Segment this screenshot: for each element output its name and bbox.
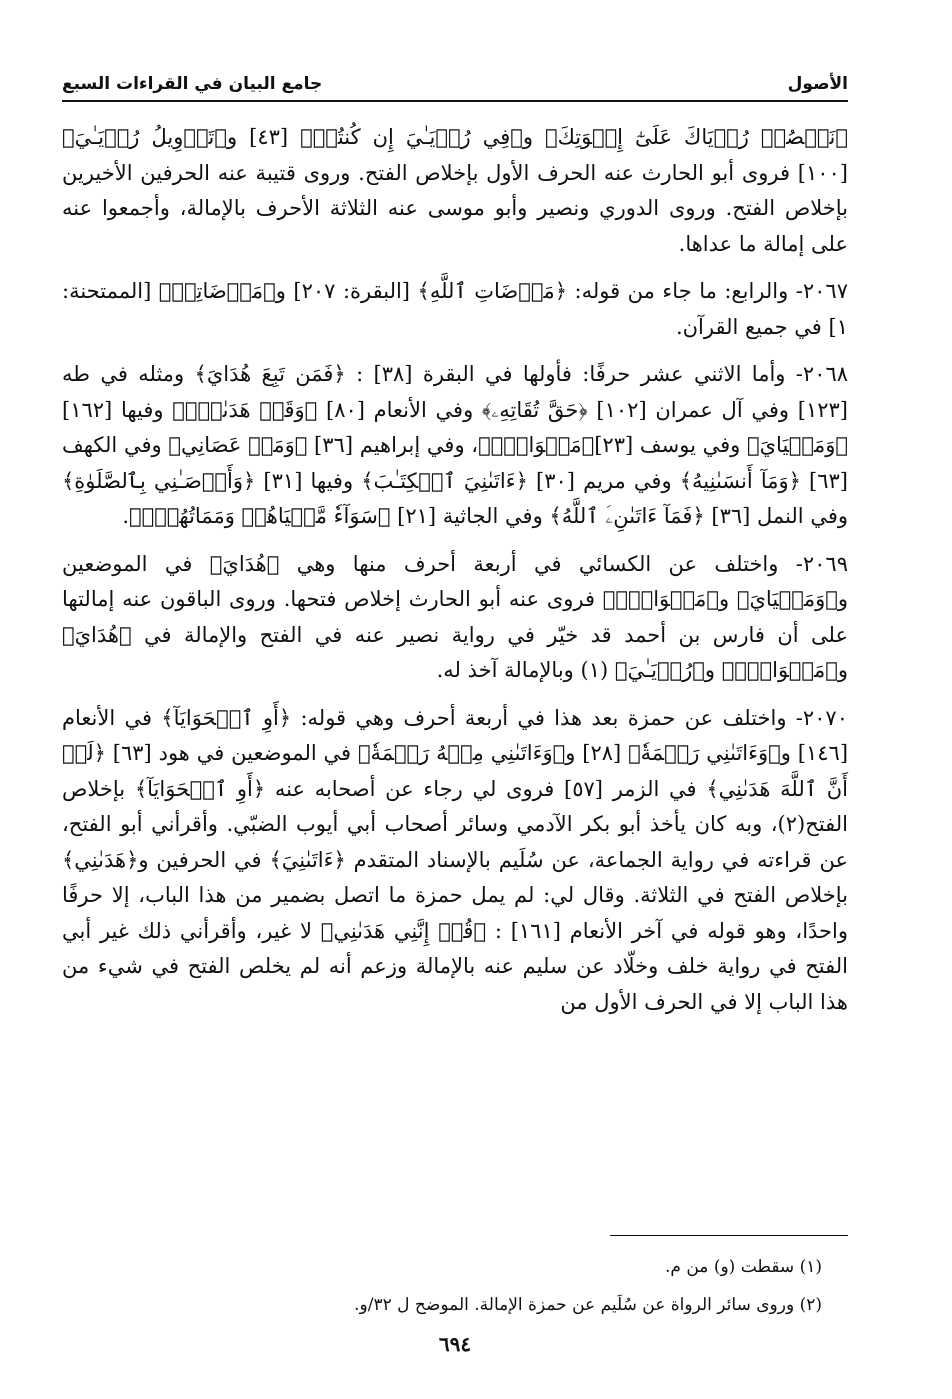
header-right-title: الأصول xyxy=(787,74,848,94)
book-page xyxy=(62,70,848,1390)
header-left-title: جامع البيان في القراءات السبع xyxy=(62,74,323,94)
page-number: ٦٩٤ xyxy=(438,1332,472,1356)
footnote-2: (٢) وروى سائر الرواة عن سُلَيم عن حمزة الإمالة. الموضح ل ٣٢/و. xyxy=(354,1295,822,1315)
footnote-rule xyxy=(610,1235,848,1236)
paragraph-2069: ٢٠٦٩- واختلف عن الكسائي في أربعة أحرف منها وهي ﴿هُدَايَ﴾ في الموضعين و﴿وَمَحۡيَايَ﴾ و﴿مَثۡوَايَۖ﴾ فروى عنه أبو الحارث إخلاص فتحها. وروى الباقون عنه إمالتها على أن فارس بن أحمد قد خيّر في رواية نصير عنه في الفتح والإمالة في ﴿هُدَايَ﴾ و﴿مَثۡوَايَۖ﴾ و﴿رُءۡيَـٰيَ﴾ (١) وبالإمالة آخذ له. xyxy=(62,551,848,682)
paragraph-2067: ٢٠٦٧- والرابع: ما جاء من قوله: ﴿مَرۡضَاتِ ٱللَّهِ﴾ [البقرة: ٢٠٧] و﴿مَرۡضَاتِيۚ﴾ [الممتحنة: ١] في جميع القرآن. xyxy=(62,279,848,339)
header-rule xyxy=(62,100,848,102)
paragraph-2070: ٢٠٧٠- واختلف عن حمزة بعد هذا في أربعة أحرف وهي قوله: ﴿أَوِ ٱلۡحَوَايَآ﴾ في الأنعام [١٤٦] و﴿وَءَاتَىٰنِي رَحۡمَةٗ﴾ [٢٨] و﴿وَءَاتَىٰنِي مِنۡهُ رَحۡمَةٗ﴾ في الموضعين في هود [٦٣] ﴿لَوۡ أَنَّ ٱللَّهَ هَدَىٰنِي﴾ في الزمر [٥٧] فروى لي رجاء عن أصحابه عنه ﴿أَوِ ٱلۡحَوَايَآ﴾ بإخلاص الفتح(٢)، وبه كان يأخذ أبو بكر الآدمي وسائر أصحاب أبي أيوب الضبّي. وأقرأني أبو الفتح، عن قراءته في رواية الجماعة، عن سُلَيم بالإسناد المتقدم ﴿ءَاتَىٰنِيَ﴾ في الحرفين و﴿هَدَىٰنِي﴾ بإخلاص الفتح في الثلاثة. وقال لي: لم يمل حمزة ما اتصل بضمير من هذا الباب، إلا حرفًا واحدًا، وهو قوله في آخر الأنعام [١٦١] : ﴿قُلۡ إِنَّنِي هَدَىٰنِي﴾ لا غير، وأقرأني ذلك غير أبي الفتح في رواية خلف وخلّاد عن سليم عنه بالإمالة وزعم أنه لم يخلص الفتح في شيء من هذا الباب إلا في الحرف الأول من xyxy=(62,705,849,1014)
footnotes xyxy=(62,1248,822,1324)
running-header xyxy=(62,70,848,100)
paragraph-2068: ٢٠٦٨- وأما الاثني عشر حرفًا: فأولها في البقرة [٣٨] : ﴿فَمَن تَبِعَ هُدَايَ﴾ ومثله في طه [١٢٣] وفي آل عمران [١٠٢] ﴿حَقَّ تُقَاتِهِۦ﴾ وفي الأنعام [٨٠] ﴿وَقَدۡ هَدَىٰنِۚ﴾ وفيها [١٦٢] ﴿وَمَحۡيَايَ﴾ وفي يوسف [٢٣]﴿مَثۡوَايَۖ﴾، وفي إبراهيم [٣٦] ﴿وَمَنۡ عَصَانِي﴾ وفي الكهف [٦٣] ﴿وَمَآ أَنسَىٰنِيهُ﴾ وفي مريم [٣٠] ﴿ءَاتَىٰنِيَ ٱلۡكِتَـٰبَ﴾ وفيها [٣١] ﴿وَأَوۡصَـٰنِي بِٱلصَّلَوٰةِ﴾ وفي النمل [٣٦] ﴿فَمَآ ءَاتَىٰنِۦَ ٱللَّهُ﴾ وفي الجاثية [٢١] ﴿سَوَآءٗ مَّحۡيَاهُمۡ وَمَمَاتُهُمۡۚ﴾. xyxy=(62,362,849,528)
paragraph-1: ﴿نَقۡصُصۡ رُءۡيَاكَ عَلَىٰٓ إِخۡوَتِكَ﴾ و﴿فِي رُءۡيَـٰيَ إِن كُنتُمۡ﴾ [٤٣] و﴿تَأۡوِيلُ رُءۡيَـٰيَ﴾ [١٠٠] فروى أبو الحارث عنه الحرف الأول بإخلاص الفتح. وروى قتيبة عنه الحرفين الأخيرين بإخلاص الفتح. وروى الدوري ونصير وأبو موسى عنه الثلاثة الأحرف بالإمالة، وأجمعوا عنه على إمالة ما عداها. xyxy=(62,125,848,256)
footnote-1: (١) سقطت (و) من م. xyxy=(665,1257,822,1277)
main-text xyxy=(62,120,848,1032)
